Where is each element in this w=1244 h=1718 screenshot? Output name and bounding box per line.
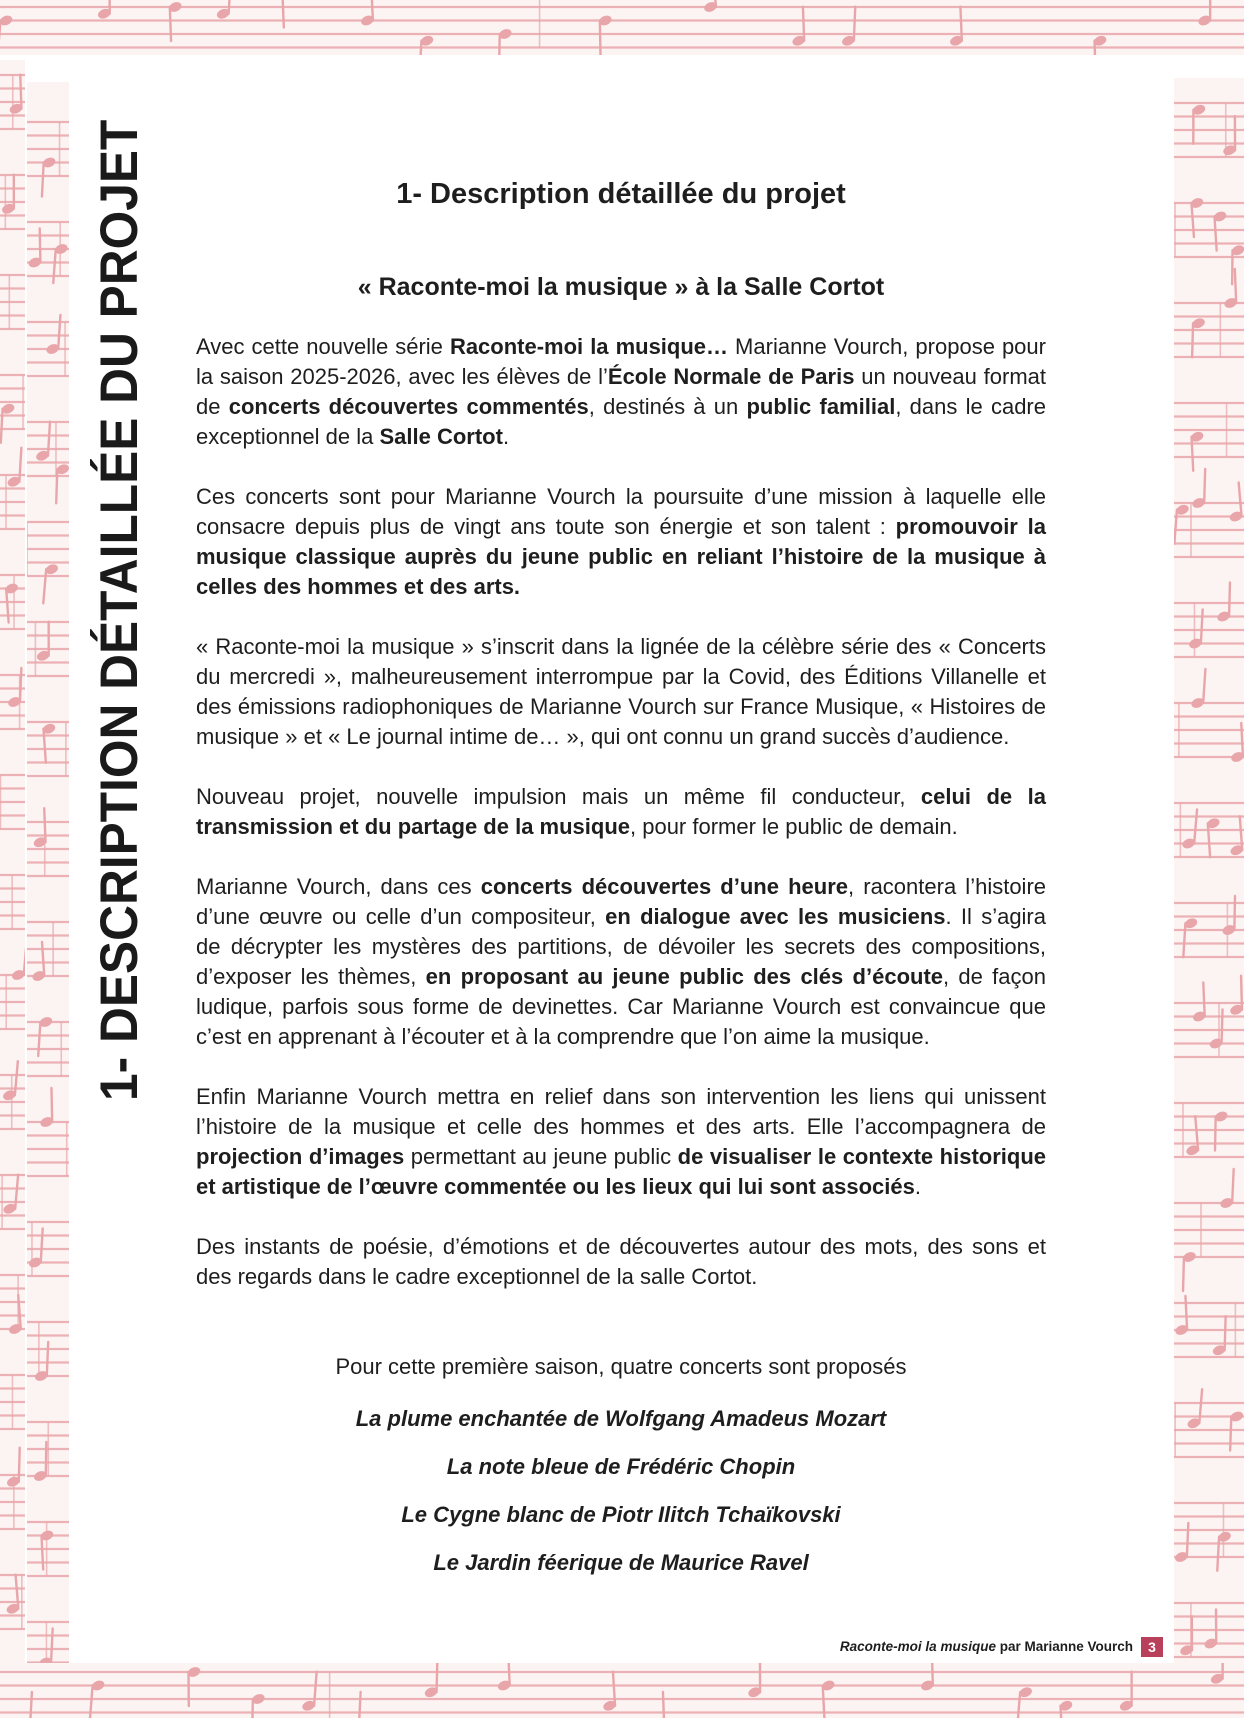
concert-title: La plume enchantée de Wolfgang Amadeus Mozart: [355, 1406, 887, 1431]
note-stem: [282, 0, 283, 28]
note-stem: [51, 1629, 53, 1663]
text-line: [196, 392, 1046, 422]
note-stem: [1215, 1117, 1216, 1151]
note-stem: [1192, 437, 1194, 471]
footer: [840, 1638, 1133, 1656]
text-run: , pour former le public de demain.: [630, 814, 958, 839]
score-left-strip-inner: [27, 82, 70, 1676]
text-run: d’une œuvre ou celle d’un compositeur,: [196, 904, 606, 929]
note-stem: [1222, 1010, 1223, 1044]
note-stem: [170, 7, 171, 41]
text-run: . Il s’agira: [945, 904, 1046, 929]
note-stem: [252, 1699, 253, 1718]
text-line: [196, 1262, 1046, 1292]
bold-text-run: de visualiser le contexte historique: [677, 1144, 1047, 1169]
page-title: 1- Description détaillée du projet: [396, 178, 846, 210]
note-stem: [1225, 1316, 1226, 1350]
text-run: consacre depuis plus de vingt ans toute son énergie et son talent :: [196, 514, 896, 539]
note-stem: [40, 229, 41, 263]
text-run: Nouveau projet, nouvelle impulsion mais un même fil conducteur,: [196, 784, 921, 809]
text-run: .: [914, 1174, 921, 1199]
text-run: , dans le cadre: [895, 394, 1046, 419]
text-run: « Raconte-moi la musique » s’inscrit dans la lignée de la célèbre série des « Concerts: [196, 634, 1046, 659]
bold-text-run: celles des hommes et des arts.: [196, 574, 521, 599]
note-stem: [1232, 1169, 1234, 1203]
text-line: [196, 692, 1046, 722]
page-subtitle: « Raconte-moi la musique » à la Salle Cortot: [357, 273, 885, 301]
text-run: permettant au jeune public: [404, 1144, 678, 1169]
text-run: exceptionnel de la: [196, 424, 380, 449]
text-run: , destinés à un: [588, 394, 747, 419]
text-run: Enfin Marianne Vourch mettra en relief dans son intervention les liens qui unissent: [196, 1084, 1046, 1109]
text-run: des regards dans le cadre exceptionnel de la salle Cortot.: [196, 1264, 758, 1289]
paragraph: [196, 1232, 1046, 1292]
paragraph: [196, 872, 1046, 1052]
text-run: Des instants de poésie, d’émotions et de découvertes autour des mots, des sons et: [196, 1234, 1046, 1259]
text-line: [196, 1082, 1046, 1112]
text-run: Avec cette nouvelle série: [196, 334, 450, 359]
note-stem: [1203, 983, 1204, 1017]
text-line: [196, 932, 1046, 962]
text-line: [196, 1172, 1046, 1202]
text-run: ludique, parfois sous forme de devinettes. Car Marianne Vourch est convaincue que: [196, 994, 1046, 1019]
text-line: [196, 572, 1046, 602]
text-run: des émissions radiophoniques de Marianne Vourch sur France Musique, « Histoires de: [196, 694, 1046, 719]
concerts-intro: Pour cette première saison, quatre concerts sont proposés: [335, 1354, 907, 1379]
paragraph: [196, 1082, 1046, 1202]
note-stem: [854, 7, 855, 41]
text-line: [196, 1022, 1046, 1052]
text-run: l’histoire de la musique et celle des hommes et des arts. Elle l’accompagnera de: [196, 1114, 1046, 1139]
text-line: [196, 872, 1046, 902]
bold-text-run: en dialogue avec les musiciens: [605, 904, 946, 929]
concert-title: La note bleue de Frédéric Chopin: [446, 1454, 796, 1479]
body-text: [196, 332, 1046, 1322]
note-stem: [1241, 976, 1242, 1010]
note-stem: [600, 21, 601, 55]
paragraph: [196, 782, 1046, 842]
text-run: , de façon: [943, 964, 1046, 989]
text-line: [196, 962, 1046, 992]
text-run: c’est en apprenant à l’écouter et à la comprendre que l’on aime la musique.: [196, 1024, 930, 1049]
text-line: [196, 1112, 1046, 1142]
text-line: [196, 662, 1046, 692]
bold-text-run: Raconte-moi la musique…: [449, 334, 729, 359]
note-stem: [803, 7, 804, 41]
text-run: du mercredi », malheureusement interrompue par la Covid, des Éditions Villanelle et: [196, 664, 1046, 689]
text-line: [196, 1232, 1046, 1262]
text-run: Marianne Vourch, propose pour: [728, 334, 1046, 359]
footer-author: par Marianne Vourch: [999, 1639, 1133, 1654]
text-run: musique » et « Le journal intime de… », qui ont connu un grand succès d’audience.: [196, 724, 1010, 749]
text-line: [196, 722, 1046, 752]
bold-text-run: et artistique de l’œuvre commentée ou les lieux qui lui sont associés: [196, 1174, 915, 1199]
score-left-strip-outer: [0, 60, 27, 1663]
bold-text-run: en proposant au jeune public des clés d’écoute: [425, 964, 944, 989]
text-run: .: [502, 424, 510, 449]
bold-text-run: transmission et du partage de la musique: [196, 814, 630, 839]
bold-text-run: Salle Cortot: [379, 424, 503, 449]
text-run: un nouveau format: [854, 364, 1046, 389]
bold-text-run: concerts découvertes commentés: [228, 394, 589, 419]
note-stem: [1204, 469, 1205, 503]
text-line: [196, 782, 1046, 812]
bold-text-run: École Normale de Paris: [607, 364, 855, 389]
note-stem: [1230, 1417, 1231, 1451]
note-stem: [1192, 323, 1193, 357]
text-line: [196, 632, 1046, 662]
note-stem: [1229, 583, 1230, 617]
text-run: de: [196, 394, 229, 419]
note-stem: [1185, 1296, 1187, 1330]
note-stem: [47, 1342, 48, 1376]
concert-title: Le Cygne blanc de Piotr Ilitch Tchaïkovski: [401, 1502, 841, 1527]
note-stem: [1234, 896, 1235, 930]
note-stem: [1187, 1523, 1189, 1557]
note-stem: [663, 1692, 664, 1718]
text-line: [196, 482, 1046, 512]
bold-text-run: musique classique auprès du jeune public en reliant l’histoire de la musique à: [196, 544, 1046, 569]
note-stem: [20, 75, 21, 109]
bold-text-run: public familial: [746, 394, 896, 419]
text-line: [196, 1142, 1046, 1172]
note-stem: [19, 1448, 20, 1482]
bold-text-run: concerts découvertes d’une heure: [480, 874, 849, 899]
note-stem: [51, 1088, 52, 1122]
footer-series-title: Raconte-moi la musique: [839, 1639, 996, 1654]
text-line: [196, 512, 1046, 542]
text-line: [196, 902, 1046, 932]
text-run: Ces concerts sont pour Marianne Vourch la poursuite d’une mission à laquelle elle: [196, 484, 1046, 509]
concert-title: Le Jardin féerique de Maurice Ravel: [433, 1550, 809, 1575]
note-stem: [1235, 269, 1236, 303]
page-number-badge: 3: [1141, 1637, 1163, 1657]
paragraph: [196, 632, 1046, 752]
bold-text-run: projection d’images: [196, 1144, 405, 1169]
note-stem: [960, 7, 961, 41]
paragraph: [196, 332, 1046, 452]
bold-text-run: celui de la: [920, 784, 1046, 809]
concert-list: [196, 1395, 1046, 1587]
text-run: la saison 2025-2026, avec les élèves de l’: [196, 364, 608, 389]
text-line: [196, 542, 1046, 572]
text-line: [196, 422, 1046, 452]
score-right-strip: [1174, 78, 1244, 1663]
text-run: Marianne Vourch, dans ces: [196, 874, 481, 899]
text-line: [196, 812, 1046, 842]
text-run: de décrypter les mystères des partitions, de dévoiler les secrets des compositions,: [196, 934, 1046, 959]
text-run: d’exposer les thèmes,: [196, 964, 426, 989]
note-stem: [437, 1658, 438, 1692]
text-line: [196, 362, 1046, 392]
text-run: , racontera l’histoire: [848, 874, 1047, 899]
side-section-title: 1- DESCRIPTION DÉTAILLÉE DU PROJET: [90, 118, 149, 1101]
paragraph: [196, 482, 1046, 602]
text-line: [196, 332, 1046, 362]
note-stem: [1183, 1257, 1184, 1291]
bold-text-run: promouvoir la: [895, 514, 1046, 539]
text-line: [196, 992, 1046, 1022]
